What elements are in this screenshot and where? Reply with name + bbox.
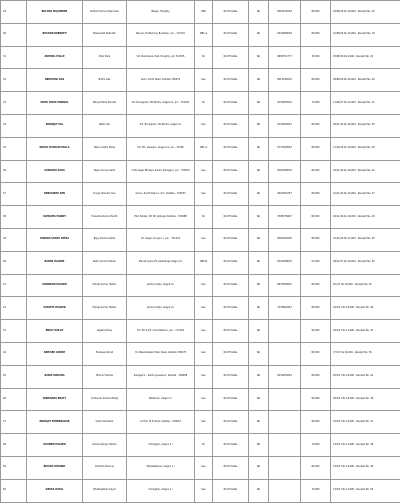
address-cell: 1 (B) Sagar Bhowpu Sarani Dmagpur, pin - 700033 xyxy=(127,160,195,183)
guardian-name-cell: Rabin Kumar Halder xyxy=(83,251,127,274)
dates-cell: Nil Of Dates xyxy=(213,297,249,320)
phone-number-cell xyxy=(269,342,301,365)
category-cell: Gen xyxy=(195,228,213,251)
address-cell: Shubgijhu, Alagra 1 l xyxy=(127,479,195,502)
ph-cell: NA xyxy=(249,69,269,92)
serial-number-cell: 47 xyxy=(1,411,27,434)
dates-cell: Nil Of Dates xyxy=(213,320,249,343)
serial-number-cell: 33 xyxy=(1,92,27,115)
amount-cell: 80,000 xyxy=(301,274,331,297)
phone-number-cell xyxy=(269,456,301,479)
serial-number-cell: 42 xyxy=(1,297,27,320)
dates-cell: Nil Of Dates xyxy=(213,69,249,92)
amount-cell: 80,000 xyxy=(301,69,331,92)
phone-number-cell: 9903052287 xyxy=(269,183,301,206)
serial-number-cell: 32 xyxy=(1,69,27,92)
table-row xyxy=(1,228,400,251)
student-name-cell: SHREANKA BRATY xyxy=(27,388,83,411)
address-cell: Karagad 1 - Santa Joreeapur, Kolkata - 700088 xyxy=(127,365,195,388)
address-cell: Vill. Buraigram, PO Bodra, Alagra CL xyxy=(127,114,195,137)
phone-number-cell: 9775182863 xyxy=(269,137,301,160)
address-cell: Vill. Nakuhana, Dist. Hooghly, pin 712305 xyxy=(127,46,195,69)
phone-number-cell: 9564208300 xyxy=(269,228,301,251)
category-cell: Gen xyxy=(195,69,213,92)
category-cell: Gen xyxy=(195,320,213,343)
table-row xyxy=(1,1,400,24)
serial-number-cell: 38 xyxy=(1,206,27,229)
category-cell: Gen xyxy=(195,297,213,320)
address-cell: 31, Basantapara Main Road, Kolkata 700078 xyxy=(127,342,195,365)
student-name-cell: BOSHOR DEBNATH xyxy=(27,23,83,46)
student-name-cell: BISWAJIT PAL xyxy=(27,114,83,137)
student-name-cell: NURUL HASSAN MOLLA xyxy=(27,137,83,160)
phone-number-cell xyxy=(269,479,301,502)
ph-cell: NA xyxy=(249,388,269,411)
student-name-cell: ADHIPAL POLLE xyxy=(27,46,83,69)
category-cell: Gen xyxy=(195,365,213,388)
amount-cell: 80,000 xyxy=(301,206,331,229)
dates-cell: Nil Of Dates xyxy=(213,456,249,479)
student-name-cell: RABIA MAHABA xyxy=(27,365,83,388)
ph-cell: NA xyxy=(249,251,269,274)
category-cell: SC xyxy=(195,46,213,69)
phone-number-cell: 9434080048 xyxy=(269,23,301,46)
amount-cell: 80,000 xyxy=(301,183,331,206)
amount-cell: 80,000 xyxy=(301,456,331,479)
ph-cell: NA xyxy=(249,1,269,24)
payment-remark-cell: 16/11/16 Rs 16,000 - Receipt No. 42 xyxy=(331,160,400,183)
amount-cell: 80,000 xyxy=(301,1,331,24)
serial-number-cell: 45 xyxy=(1,365,27,388)
table-row xyxy=(1,114,400,137)
table-row xyxy=(1,137,400,160)
serial-number-cell: 48 xyxy=(1,434,27,457)
guardian-name-cell: Sadhoh Kumar Majumder xyxy=(83,1,127,24)
category-cell: SC xyxy=(195,92,213,115)
payment-remark-cell: 16/1/17 Rs 16,000 - Receipt No. 46 xyxy=(331,297,400,320)
category-cell: SC xyxy=(195,434,213,457)
payment-remark-cell: 7/3/17 Rs 16,000 - Receipt No. 59 xyxy=(331,342,400,365)
address-cell: Jamlon Kutpi, Alagra CL xyxy=(127,274,195,297)
phone-number-cell: 9883701777 xyxy=(269,46,301,69)
ph-cell: NA xyxy=(249,92,269,115)
student-name-cell: BIKASH KHANNA xyxy=(27,456,83,479)
payment-remark-cell: 10/3/17 Rs 16,000 - Receipt No. 47 xyxy=(331,411,400,434)
student-name-cell: BOLHAS MAJUMDER xyxy=(27,1,83,24)
guardian-name-cell: Biswanath Debnath xyxy=(83,23,127,46)
payment-remark-cell: 13/3/17 Rs 15,000 - Receipt No. 48 xyxy=(331,434,400,457)
register-body xyxy=(1,1,400,503)
payment-remark-cell: 25/08/16 Rs 6,000 - Receipt No. 22 xyxy=(331,46,400,69)
amount-cell: 70,000 xyxy=(301,92,331,115)
dates-cell: Nil Of Dates xyxy=(213,434,249,457)
amount-cell: 90,000 xyxy=(301,411,331,434)
table-row xyxy=(1,251,400,274)
student-name-cell: SUDIPTA HALDER xyxy=(27,297,83,320)
table-row xyxy=(1,23,400,46)
phone-number-cell xyxy=(269,411,301,434)
guardian-name-cell: Gobil Samantar xyxy=(83,411,127,434)
category-cell: Gen xyxy=(195,114,213,137)
serial-number-cell: 30 xyxy=(1,23,27,46)
guardian-name-cell: Bidhu Das xyxy=(83,69,127,92)
phone-number-cell: 7098378467 xyxy=(269,206,301,229)
address-cell: Palathore, Alagra 1 l xyxy=(127,388,195,411)
payment-remark-cell: 08/12/17 Rs 10,000 - Receipt No. 52 xyxy=(331,251,400,274)
serial-number-cell: 50 xyxy=(1,479,27,502)
amount-cell: 80,000 xyxy=(301,114,331,137)
amount-cell: 80,000 xyxy=(301,297,331,320)
payment-remark-cell: 28/08/16 Rs 16,000 - Receipt No. 26 xyxy=(331,69,400,92)
phone-number-cell: 9563232664 xyxy=(269,1,301,24)
category-cell: Gen xyxy=(195,342,213,365)
guardian-name-cell: Samar Ranjan Halder xyxy=(83,434,127,457)
guardian-name-cell: Pradeep Ghosh xyxy=(83,342,127,365)
dates-cell: Nil Of Dates xyxy=(213,46,249,69)
dates-cell: Nil Of Dates xyxy=(213,251,249,274)
amount-cell: 70,000 xyxy=(301,479,331,502)
student-name-cell: SUMANTA PANDIT xyxy=(27,206,83,229)
serial-number-cell: 43 xyxy=(1,320,27,343)
amount-cell: 80,000 xyxy=(301,137,331,160)
payment-remark-cell: 20/08/16 Rs 16,000 - Receipt No. 16 xyxy=(331,1,400,24)
table-row xyxy=(1,365,400,388)
ph-cell: NA xyxy=(249,46,269,69)
phone-number-cell xyxy=(269,320,301,343)
address-cell: Vill. PO & PS. Chandiltaluru, pin - 713129 xyxy=(127,320,195,343)
table-row xyxy=(1,183,400,206)
guardian-name-cell: Ardhendu Sekhar Bhaty xyxy=(83,388,127,411)
address-cell: Vll. Sagar, Durga 1 l, pin - 721423 xyxy=(127,228,195,251)
dates-cell: Nil Of Dates xyxy=(213,342,249,365)
phone-number-cell: 9564308093 xyxy=(269,160,301,183)
guardian-name-cell: Durga Shankar Sen xyxy=(83,183,127,206)
ph-cell: NA xyxy=(249,206,269,229)
category-cell: SC xyxy=(195,206,213,229)
table-row xyxy=(1,160,400,183)
category-cell: OBC-A xyxy=(195,137,213,160)
guardian-name-cell: Mohun Hamba xyxy=(83,365,127,388)
guardian-name-cell: Pradip Kumar Halder xyxy=(83,274,127,297)
serial-number-cell: 36 xyxy=(1,160,27,183)
serial-number-cell: 40 xyxy=(1,251,27,274)
table-row xyxy=(1,479,400,502)
address-cell: Sodu, Suhrt Road, Kolkata 700053 xyxy=(127,69,195,92)
category-cell: OBC-B xyxy=(195,251,213,274)
address-cell: Baigoi, Hooghly xyxy=(127,1,195,24)
payment-remark-cell: 21/08/16 Rs 16,000 - Receipt No. 18 xyxy=(331,23,400,46)
category-cell: Gen xyxy=(195,411,213,434)
address-cell: Gomu, South Depu 1 of 1, Kolkata - 700033 xyxy=(127,183,195,206)
dates-cell: Nil Of Dates xyxy=(213,137,249,160)
ph-cell: NA xyxy=(249,320,269,343)
category-cell: Gen xyxy=(195,274,213,297)
amount-cell: 57,900 xyxy=(301,251,331,274)
category-cell: Gen xyxy=(195,388,213,411)
amount-cell: 30,000 xyxy=(301,46,331,69)
phone-number-cell xyxy=(269,388,301,411)
table-row xyxy=(1,92,400,115)
guardian-name-cell: Pradip Kumar Halder xyxy=(83,297,127,320)
guardian-name-cell: Tapan Kumar Saha xyxy=(83,160,127,183)
ph-cell: NA xyxy=(249,274,269,297)
amount-cell: 80,000 xyxy=(301,228,331,251)
ph-cell: NA xyxy=(249,183,269,206)
table-row xyxy=(1,46,400,69)
table-row xyxy=(1,320,400,343)
table-row xyxy=(1,69,400,92)
amount-cell: 70,000 xyxy=(301,434,331,457)
student-name-cell: SUMANTA SAHA xyxy=(27,160,83,183)
student-name-cell: SANDIPAN HALDER xyxy=(27,274,83,297)
serial-number-cell: 46 xyxy=(1,388,27,411)
dates-cell: Nil Of Dates xyxy=(213,183,249,206)
dates-cell: Nil Of Dates xyxy=(213,114,249,137)
guardian-name-cell: Bablu Pal xyxy=(83,114,127,137)
ph-cell: NA xyxy=(249,228,269,251)
student-name-cell: DIPIKA KAYAL xyxy=(27,479,83,502)
guardian-name-cell: Bhabhapthan Kayal xyxy=(83,479,127,502)
student-name-cell: INDRAJIT SUBERNADAR xyxy=(27,411,83,434)
phone-number-cell: 9432265894 xyxy=(269,365,301,388)
phone-number-cell: 8013032010 xyxy=(269,69,301,92)
serial-number-cell: 41 xyxy=(1,274,27,297)
payment-remark-cell: 17/09/17 Rs 14,000 - Receipt No. 31 xyxy=(331,92,400,115)
address-cell: Paikasatpana, Alagra 1 l xyxy=(127,456,195,479)
category-cell: OBC xyxy=(195,1,213,24)
phone-number-cell: 9734005051 xyxy=(269,114,301,137)
phone-number-cell: 9875800692 xyxy=(269,274,301,297)
student-name-cell: TANDRA SOHYA PATRA xyxy=(27,228,83,251)
serial-number-cell: 44 xyxy=(1,342,27,365)
dates-cell: Nil Of Dates xyxy=(213,160,249,183)
dates-cell: Nil Of Dates xyxy=(213,1,249,24)
category-cell: OBC-A xyxy=(195,23,213,46)
student-name-cell: ADITA PARIA MONDAL xyxy=(27,92,83,115)
dates-cell: Nil Of Dates xyxy=(213,388,249,411)
dates-cell: Nil Of Dates xyxy=(213,411,249,434)
dates-cell: Nil Of Dates xyxy=(213,479,249,502)
ph-cell: NA xyxy=(249,23,269,46)
ph-cell: NA xyxy=(249,160,269,183)
serial-number-cell: 29 xyxy=(1,1,27,24)
payment-remark-cell: 07/12/16 Rs 17,000 - Receipt No. 50 xyxy=(331,228,400,251)
amount-cell: 80,000 xyxy=(301,365,331,388)
ph-cell: NA xyxy=(249,456,269,479)
amount-cell: 90,000 xyxy=(301,388,331,411)
ph-cell: NA xyxy=(249,297,269,320)
serial-number-cell: 34 xyxy=(1,114,27,137)
phone-number-cell: 8116958670 xyxy=(269,251,301,274)
dates-cell: Nil Of Dates xyxy=(213,92,249,115)
address-cell: 1/27/A, M.P. Road, Kolkata - 700067 xyxy=(127,411,195,434)
payment-remark-cell: 09/11/16 Rs 16,000 - Receipt No. 35 xyxy=(331,114,400,137)
address-cell: Manshil para PS, Jalaldanga Alagra CL xyxy=(127,251,195,274)
payment-remark-cell: 18/1/17 Rs 11,000 - Receipt No. 43 xyxy=(331,320,400,343)
payment-remark-cell: 11/10/16 Rs 16,000 - Receipt No. 38 xyxy=(331,137,400,160)
serial-number-cell: 39 xyxy=(1,228,27,251)
address-cell: Vill. Buraigram, PO Bodra, Alagra CL, pin - 742102 xyxy=(127,92,195,115)
amount-cell: 80,000 xyxy=(301,160,331,183)
dates-cell: Nil Of Dates xyxy=(213,228,249,251)
ph-cell: NA xyxy=(249,342,269,365)
payment-remark-cell: 13/3/17 Rs 12,000 - Receipt No. 50 xyxy=(331,479,400,502)
student-name-cell: SOUMEN HALDER xyxy=(27,434,83,457)
category-cell: Gen xyxy=(195,456,213,479)
dates-cell: Nil Of Dates xyxy=(213,206,249,229)
dates-cell: Nil Of Dates xyxy=(213,365,249,388)
category-cell: Gen xyxy=(195,479,213,502)
guardian-name-cell: Paritosh Khanna xyxy=(83,456,127,479)
table-row xyxy=(1,297,400,320)
student-name-cell: DEBASMITA SEN xyxy=(27,183,83,206)
guardian-name-cell: Manjot Pada Mondal xyxy=(83,92,127,115)
phone-number-cell xyxy=(269,434,301,457)
student-name-cell: BIDOY DOLOT xyxy=(27,320,83,343)
ph-cell: NA xyxy=(249,479,269,502)
serial-number-cell: 37 xyxy=(1,183,27,206)
payment-remark-cell: 9/1/17 Rs 16,000 - Receipt No. 55 xyxy=(331,274,400,297)
phone-number-cell: 9734005552 xyxy=(269,92,301,115)
address-cell: Vill. PO. Iswarpur, Alagra CL, pin - 74302 xyxy=(127,137,195,160)
category-cell: Gen xyxy=(195,160,213,183)
serial-number-cell: 31 xyxy=(1,46,27,69)
student-name-cell: ABHISHAK DAS xyxy=(27,69,83,92)
ph-cell: NA xyxy=(249,434,269,457)
payment-remark-cell: 13/3/17 Rs 16,000 - Receipt No. 49 xyxy=(331,456,400,479)
table-row xyxy=(1,206,400,229)
table-row xyxy=(1,388,400,411)
guardian-name-cell: Dilip Polle xyxy=(83,46,127,69)
table-row xyxy=(1,456,400,479)
guardian-name-cell: Nazrul Islam Molla xyxy=(83,137,127,160)
guardian-name-cell: Bijoy Krishna Patra xyxy=(83,228,127,251)
ph-cell: NA xyxy=(249,114,269,137)
dates-cell: Nil Of Dates xyxy=(213,23,249,46)
payment-remark-cell: 28/2/17 Rs 18,000 - Receipt No. 46 xyxy=(331,388,400,411)
amount-cell: 80,000 xyxy=(301,342,331,365)
amount-cell: 80,000 xyxy=(301,23,331,46)
payment-remark-cell: 20/2/17 Rs 16,000 - Receipt No. 42 xyxy=(331,365,400,388)
table-row xyxy=(1,411,400,434)
student-name-cell: ABHISEK GHOSH xyxy=(27,342,83,365)
phone-number-cell: 7278660367 xyxy=(269,297,301,320)
address-cell: Jamlon Kutpi, Alagra CL xyxy=(127,297,195,320)
table-row xyxy=(1,342,400,365)
payment-remark-cell: 29/11/16 Rs 16,000 - Receipt No. 49 xyxy=(331,206,400,229)
guardian-name-cell: Rajesh Dolay xyxy=(83,320,127,343)
serial-number-cell: 35 xyxy=(1,137,27,160)
table-row xyxy=(1,274,400,297)
amount-cell: 90,000 xyxy=(301,320,331,343)
guardian-name-cell: Prosanta Kumar Pandit xyxy=(83,206,127,229)
address-cell: Shubgijhu, Alagra 1 l xyxy=(127,434,195,457)
address-cell: Panvar, Prafashnal, Burdwan, pin - 713101 xyxy=(127,23,195,46)
address-cell: Hati Pukkar, PO KP, Jalbugrs Kolkata - 700088 xyxy=(127,206,195,229)
serial-number-cell: 49 xyxy=(1,456,27,479)
student-name-cell: BAPAN HALDER xyxy=(27,251,83,274)
category-cell: Gen xyxy=(195,183,213,206)
ph-cell: NA xyxy=(249,365,269,388)
table-row xyxy=(1,434,400,457)
ph-cell: NA xyxy=(249,137,269,160)
ph-cell: NA xyxy=(249,411,269,434)
payment-remark-cell: 21/11/16 Rs 16,000 - Receipt No. 47 xyxy=(331,183,400,206)
dates-cell: Nil Of Dates xyxy=(213,274,249,297)
